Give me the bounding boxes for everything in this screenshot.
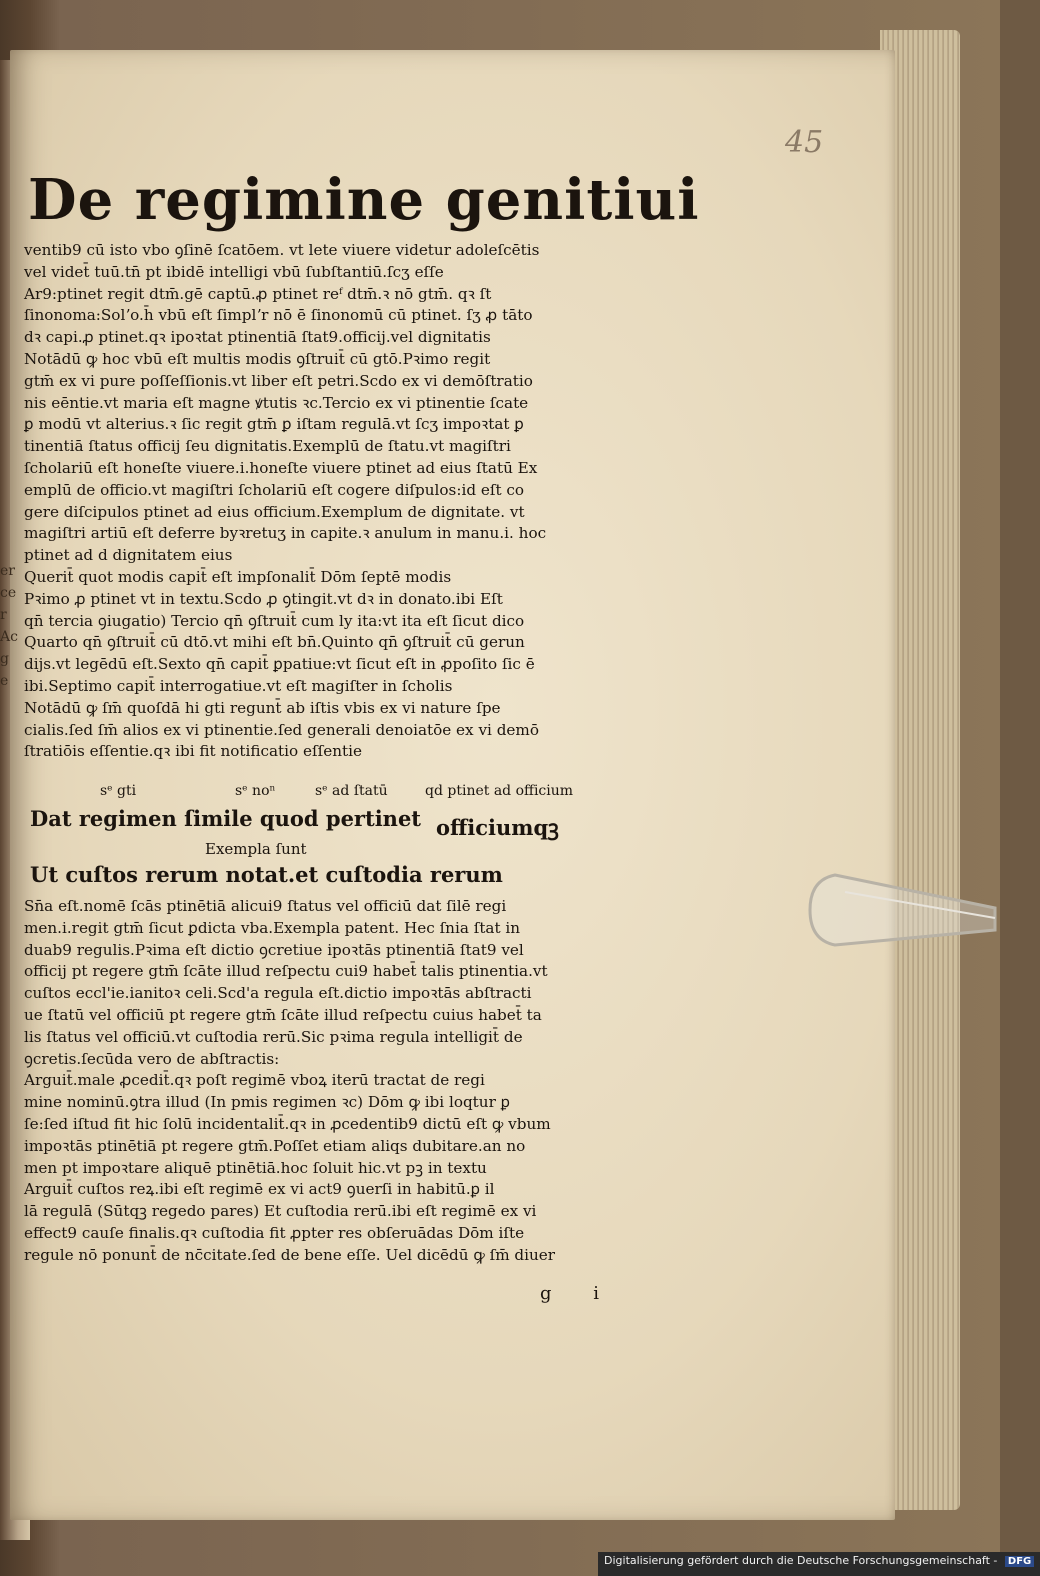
page-clip [805, 870, 1000, 950]
paragraph1-line: vel videt̄ tuū.tn̄ pt ibidē intelligi vbū ſubſtantiū.ſcʒ eſſe [24, 262, 444, 281]
paragraph1-line: Notādū ꝙ hoc vbū eſt multis modis ꝯſtruit̄ cū gtō.Pꝛimo regit [24, 349, 491, 368]
paragraph-block-2 [24, 896, 629, 1267]
paragraph1-line: gtm̄ ex vi pure poſſeſſionis.vt liber eſt petri.Scdo ex vi demōſtratio [24, 371, 533, 390]
paragraph1-line: Notādū ꝙ ſm̄ quoſdā hi gti regunt̄ ab iſtis vbis ex vi nature ſpe [24, 698, 501, 717]
paragraph2-line: ꝯcretis.ſecūda vero de abſtractis: [24, 1049, 280, 1068]
verse-line-1b: officiumqꝫ [436, 815, 559, 840]
paragraph2-line: cuſtos eccl'ie.ianitoꝛ celi.Scd'a regula eſt.dictio impoꝛtās abſtracti [24, 984, 532, 1003]
interlinear-gloss [100, 783, 640, 803]
paragraph1-line: dꝛ capi.ꝓ ptinet.qꝛ ipoꝛtat ptinentiā ſtat9.officij.vel dignitatis [24, 328, 491, 347]
paragraph1-line: ſcholariū eſt honeſte viuere.i.honeſte viuere ptinet ad eius ſtatū Ex [24, 458, 538, 477]
paragraph1-line: nis eēntie.vt maria eſt magne ꝟtutis ꝛc.Tercio ex vi ptinentie ſcate [24, 393, 529, 412]
paragraph2-line: Sn̄a eſt.nomē ſcās ptinētiā alicui9 ſtatus vel officiū dat ſilē regi [24, 897, 507, 915]
paragraph1-line: gere diſcipulos ptinet ad eius officium.Exemplum de dignitate. vt [24, 502, 525, 521]
verse-line-1: Dat regimen ſimile quod pertinet [30, 806, 422, 831]
paragraph-block-1 [24, 240, 629, 763]
folio-number: 45 [785, 125, 824, 160]
paragraph2-line: ue ſtatū vel officiū pt regere gtm̄ ſcāte illud reſpectu cuius habet̄ ta [24, 1005, 542, 1024]
paragraph2-line: impoꝛtās ptinētiā pt regere gtm̄.Poſſet etiam aliqs dubitare.an no [24, 1136, 526, 1155]
paragraph2-line: Arguit̄.male ꝓcedit̄.qꝛ poſt regimē vboꝝ iterū tractat de regi [24, 1071, 485, 1090]
page-heading: De regimine genitiui [28, 167, 700, 233]
paragraph2-line: lā regulā (Sūtqꝫ regedo pares) Et cuſtodia rerū.ibi eſt regimē ex vi [24, 1202, 537, 1221]
gloss-2: sᵉ noⁿ [235, 783, 276, 799]
gloss-1: sᵉ gti [100, 783, 137, 799]
paragraph2-line: effect9 cauſe finalis.qꝛ cuſtodia fit ꝓpter res obſeruādas Dōm iſte [24, 1223, 525, 1242]
paragraph1-line: ſtratiōis eſſentie.qꝛ ibi fit notificatio eſſentie [24, 742, 362, 761]
marginal-text: er ce r Ac g e [0, 563, 18, 689]
paragraph1-line: qn̄ tercia ꝯiugatio) Tercio qn̄ ꝯſtruit̄ cum ly ita:vt ita eſt ſicut dico [24, 611, 525, 630]
dfg-logo: DFG [1005, 1556, 1034, 1567]
gloss-4: qd ptinet ad officium [425, 783, 574, 799]
paragraph2-line: men.i.regit gtm̄ ſicut ꝑdicta vba.Exempla patent. Hec ſnia ſtat in [24, 918, 521, 937]
paragraph1-line: Ar9:ptinet regit dtm̄.gē captū.ꝓ ptinet reᶠ dtm̄.ꝛ nō gtm̄. qꝛ ſt [24, 284, 492, 303]
paragraph2-line: mine nominū.ꝯtra illud (In pmis regimen ꝛc) Dōm ꝙ ibi loqtur ꝑ [24, 1093, 510, 1112]
paragraph2-line: Arguit̄ cuſtos reꝝ.ibi eſt regimē ex vi act9 ꝯuerſi in habitū.ꝑ il [24, 1180, 495, 1199]
marginal-fragment [0, 560, 18, 780]
paragraph2-line: regule nō ponunt̄ de nc̄citate.ſed de bene eſſe. Uel dicēdū ꝙ ſm̄ diuer [24, 1245, 556, 1264]
paragraph1-line: Quarto qn̄ ꝯſtruit̄ cū dtō.vt mihi eſt bn̄.Quinto qn̄ ꝯſtruit̄ cū gerun [24, 633, 525, 652]
footer-text: Digitalisierung gefördert durch die Deutsche Forschungsgemeinschaft - [604, 1554, 998, 1567]
paragraph2-line: ſe:ſed iſtud fit hic ſolū incidentalit̄.qꝛ in ꝓcedentib9 dictū eſt ꝙ vbum [24, 1114, 551, 1133]
paragraph1-line: cialis.ſed ſm̄ alios ex vi ptinentie.ſed generali denoiatōe ex vi demō [24, 720, 539, 739]
paragraph1-line: ptinet ad d dignitatem eius [24, 546, 233, 565]
paragraph1-line: ventib9 cū isto vbo ꝯſinē ſcatōem. vt lete viuere videtur adoleſcētis [24, 241, 540, 259]
paragraph2-line: lis ſtatus vel officiū.vt cuſtodia rerū.Sic pꝛima regula intelligit̄ de [24, 1027, 523, 1046]
paragraph1-line: ſinonoma:Solʼo.h̄ vbū eſt ſimplʼr nō ē ſinonomū cū ptinet. ſʒ ꝓ tāto [24, 306, 533, 325]
paragraph2-line: officij pt regere gtm̄ ſcāte illud reſpectu cui9 habet̄ talis ptinentia.vt [24, 962, 548, 981]
paragraph1-line: Querit̄ quot modis capit̄ eſt impſonalit̄ Dōm ſeptē modis [24, 567, 452, 586]
paragraph1-line: magiſtri artiū eſt deferre byꝛretuʒ in capite.ꝛ anulum in manu.i. hoc [24, 524, 547, 543]
paragraph1-line: Pꝛimo ꝓ ptinet vt in textu.Scdo ꝓ ꝯtingit.vt dꝛ in donato.ibi Eſt [24, 589, 503, 608]
gloss-3: sᵉ ad ſtatū [315, 783, 388, 799]
paragraph2-line: duab9 regulis.Pꝛima eſt dictio ꝯcretiue ipoꝛtās ptinentiā ſtat9 vel [24, 940, 524, 959]
paragraph1-line: tinentiā ſtatus officij ſeu dignitatis.Exemplū de ſtatu.vt magiſtri [24, 437, 511, 456]
verse-line-2: Exempla ſunt [205, 840, 307, 858]
verse-line-3: Ut cuſtos rerum notat.et cuſtodia rerum [30, 862, 503, 887]
signature-mark: g i [540, 1283, 618, 1304]
paragraph2-line: men pt impoꝛtare aliquē ptinētiā.hoc ſoluit hic.vt pꝫ in textu [24, 1158, 487, 1177]
footer-credit [598, 1552, 1040, 1576]
paragraph1-line: ꝑ modū vt alterius.ꝛ ſic regit gtm̄ ꝑ iſtam regulā.vt ſcʒ impoꝛtat ꝑ [24, 415, 524, 434]
paragraph1-line: ibi.Septimo capit̄ interrogatiue.vt eſt magiſter in ſcholis [24, 676, 453, 695]
paragraph1-line: emplū de officio.vt magiſtri ſcholariū eſt cogere diſpulos:id eſt co [24, 480, 525, 499]
paragraph1-line: dijs.vt legēdū eſt.Sexto qn̄ capit̄ ꝑpatiue:vt ſicut eſt in ꝓpoſito ſic ē [24, 655, 535, 674]
